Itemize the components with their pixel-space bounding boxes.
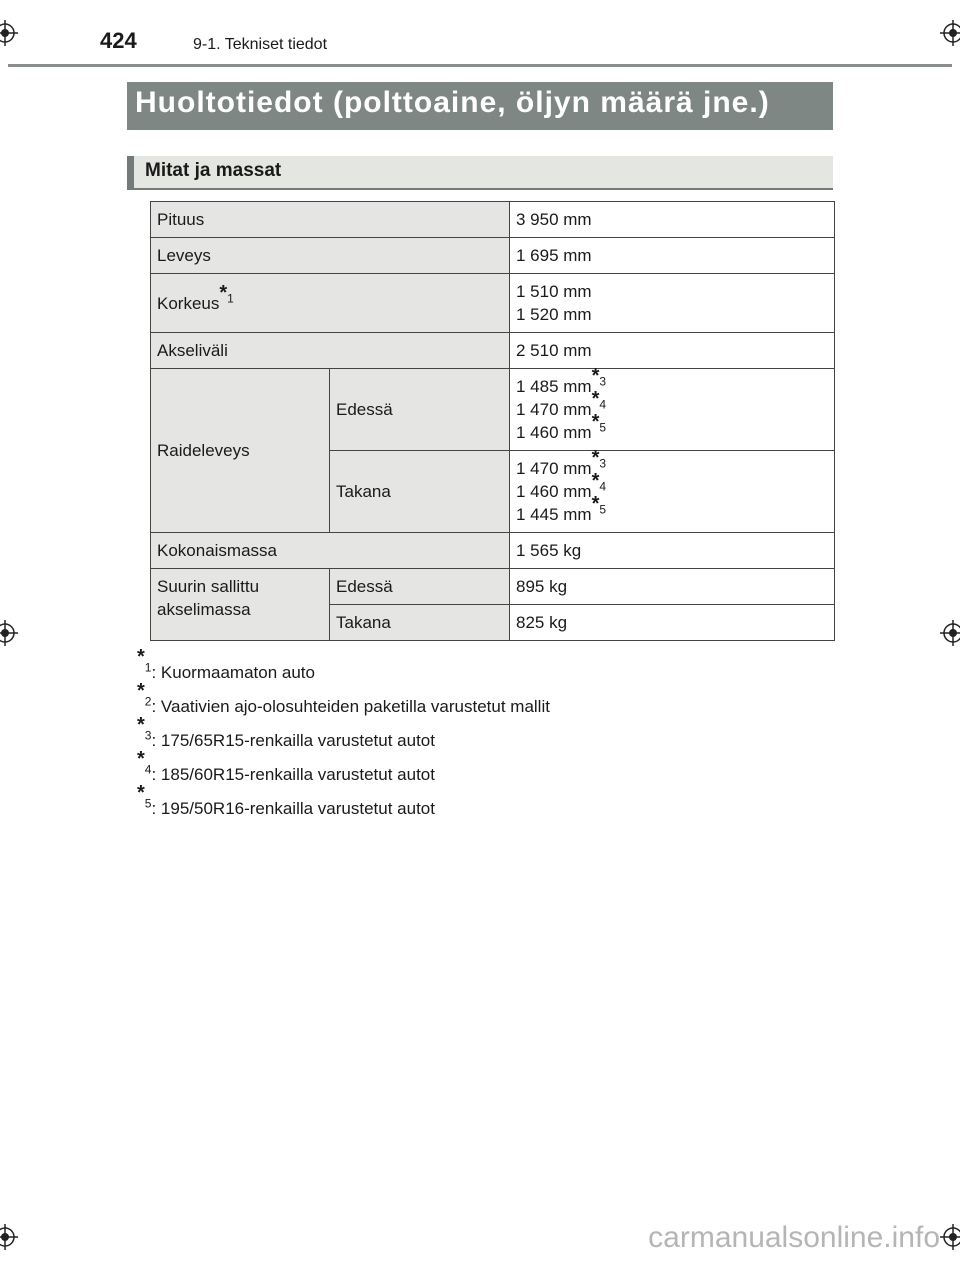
section-subtitle: Mitat ja massat <box>145 160 282 181</box>
asterisk-mark: * <box>591 447 600 469</box>
row-value: 1 520 mm <box>516 305 592 324</box>
section-label: 9-1. Tekniset tiedot <box>193 36 328 53</box>
footnote-mark: 1 <box>144 660 152 675</box>
row-label-cell <box>151 274 510 333</box>
asterisk-mark: * <box>137 782 145 804</box>
footnote <box>137 680 550 724</box>
footnote-text: : 195/50R16-renkailla varustetut autot <box>151 799 435 818</box>
asterisk-mark: * <box>591 365 600 387</box>
track-value <box>516 470 828 503</box>
row-value: 895 kg <box>510 569 835 605</box>
value-text: 1 445 mm <box>516 505 592 524</box>
watermark: carmanualsonline.info <box>648 1221 940 1254</box>
footnote-mark: 5 <box>144 796 152 811</box>
registration-mark-icon <box>0 20 18 46</box>
table-row <box>151 533 835 569</box>
registration-mark-icon <box>0 620 18 646</box>
footnote-ref: 1 <box>227 290 234 305</box>
page-title: Huoltotiedot (polttoaine, öljyn määrä jne.) <box>135 86 770 119</box>
row-value: 2 510 mm <box>510 333 835 369</box>
footnote-ref: 5 <box>599 502 607 517</box>
row-value: 1 510 mm <box>516 282 592 301</box>
row-value: 1 695 mm <box>510 238 835 274</box>
header-rule <box>8 64 952 67</box>
row-value-cell <box>510 447 835 533</box>
footnote-ref: 4 <box>599 479 607 494</box>
track-value <box>516 411 828 444</box>
sub-label: Takana <box>330 605 510 641</box>
registration-mark-icon <box>940 20 960 46</box>
footnote <box>137 782 550 826</box>
table-row <box>151 369 835 451</box>
footnote-ref: 3 <box>599 456 607 471</box>
value-text: 1 485 mm <box>516 377 592 396</box>
row-value: 825 kg <box>510 605 835 641</box>
asterisk-mark: * <box>137 748 145 770</box>
row-value: 3 950 mm <box>510 202 835 238</box>
asterisk-mark: * <box>137 714 145 736</box>
value-text: 1 460 mm <box>516 423 592 442</box>
footnote-text: : Vaativien ajo-olosuhteiden paketilla varustetut mallit <box>151 697 550 716</box>
footnote-ref: 4 <box>599 397 607 412</box>
row-label: Raideleveys <box>151 369 330 533</box>
page-number: 424 <box>100 28 137 53</box>
row-value-cell <box>510 365 835 451</box>
footnote-text: : 185/60R15-renkailla varustetut autot <box>151 765 435 784</box>
asterisk-mark: * <box>591 411 600 433</box>
track-value <box>516 365 828 398</box>
asterisk-mark: * <box>591 493 600 515</box>
value-text: 1 460 mm <box>516 482 592 501</box>
row-label: Korkeus <box>157 293 220 313</box>
registration-mark-icon <box>0 1224 18 1250</box>
row-value: 1 565 kg <box>510 533 835 569</box>
footnotes <box>137 646 550 826</box>
registration-mark-icon <box>940 1224 960 1250</box>
sub-label: Edessä <box>330 369 510 451</box>
row-label: Akseliväli <box>151 333 510 369</box>
row-label: Suurin sallittu akselimassa <box>151 569 330 641</box>
footnote <box>137 748 550 792</box>
dimensions-table <box>150 201 835 641</box>
table-row <box>151 569 835 605</box>
footnote-mark: 2 <box>144 694 152 709</box>
footnote <box>137 714 550 758</box>
table-row <box>151 274 835 333</box>
track-value <box>516 447 828 480</box>
footnote-ref: 5 <box>599 420 607 435</box>
table-row <box>151 333 835 369</box>
row-label: Leveys <box>151 238 510 274</box>
track-value <box>516 493 828 526</box>
row-label: Pituus <box>151 202 510 238</box>
value-text: 1 470 mm <box>516 459 592 478</box>
footnote <box>137 646 550 690</box>
asterisk-mark: * <box>137 680 145 702</box>
table-row <box>151 238 835 274</box>
footnote-ref: 3 <box>599 374 607 389</box>
footnote-mark: 4 <box>144 762 152 777</box>
asterisk-mark: * <box>591 388 600 410</box>
asterisk-mark: * <box>137 646 145 668</box>
row-value-cell <box>510 274 835 333</box>
sub-label: Takana <box>330 451 510 533</box>
subtitle-rule <box>127 188 833 190</box>
table-row <box>151 202 835 238</box>
asterisk-mark: * <box>591 470 600 492</box>
value-text: 1 470 mm <box>516 400 592 419</box>
footnote-mark: 3 <box>144 728 152 743</box>
footnote-text: : 175/65R15-renkailla varustetut autot <box>151 731 435 750</box>
track-value <box>516 388 828 421</box>
sub-label: Edessä <box>330 569 510 605</box>
row-label: Kokonaismassa <box>151 533 510 569</box>
registration-mark-icon <box>940 620 960 646</box>
footnote-text: : Kuormaamaton auto <box>151 663 315 682</box>
asterisk-mark: * <box>219 281 228 304</box>
